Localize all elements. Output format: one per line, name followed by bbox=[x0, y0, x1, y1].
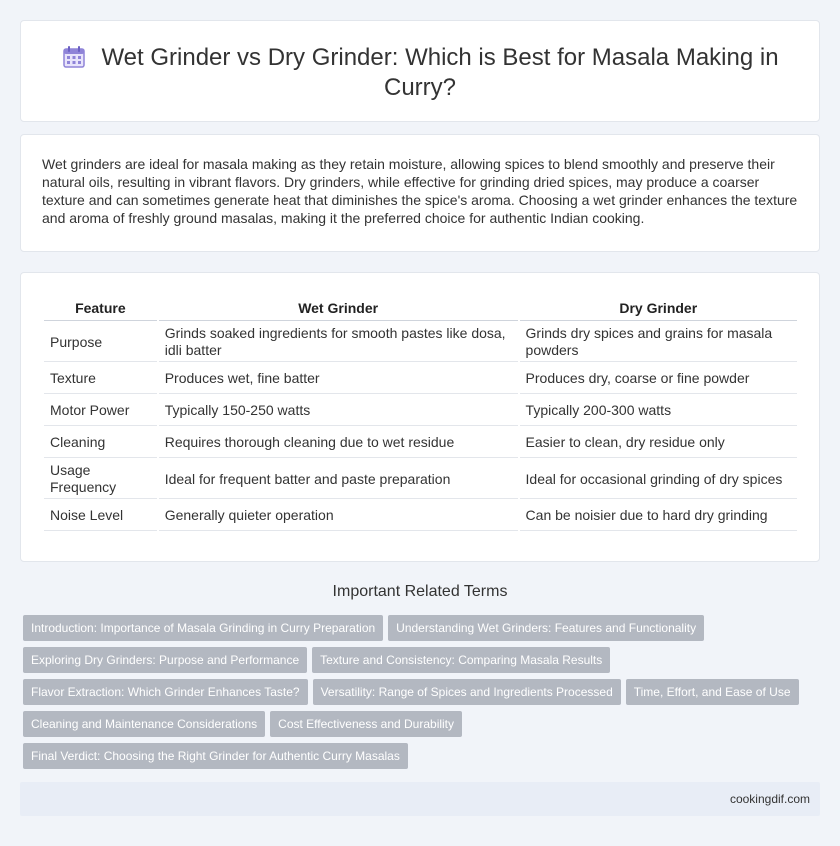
table-cell: Generally quieter operation bbox=[159, 501, 518, 531]
table-cell: Requires thorough cleaning due to wet residue bbox=[159, 428, 518, 458]
related-term-tag[interactable]: Final Verdict: Choosing the Right Grinder for Authentic Curry Masalas bbox=[23, 743, 408, 769]
related-terms-heading: Important Related Terms bbox=[332, 583, 508, 600]
table-cell: Ideal for occasional grinding of dry spices bbox=[520, 460, 797, 499]
related-term-tag[interactable]: Understanding Wet Grinders: Features and Functionality bbox=[388, 615, 704, 641]
related-term-tag[interactable]: Introduction: Importance of Masala Grinding in Curry Preparation bbox=[23, 615, 383, 641]
table-cell: Grinds dry spices and grains for masala powders bbox=[520, 323, 797, 362]
tag-row bbox=[23, 647, 615, 673]
tag-row bbox=[23, 615, 709, 641]
table-cell: Usage Frequency bbox=[44, 460, 157, 499]
calendar-icon bbox=[61, 44, 87, 70]
table-cell: Typically 200-300 watts bbox=[520, 396, 797, 426]
intro-paragraph: Wet grinders are ideal for masala making as they retain moisture, allowing spices to blend smoothly and preserve their natural oils, resulting in vibrant flavors. Dry grinders, while effective for grinding dried spices, may produce a coarser texture and can sometimes generate heat that diminishes the spice's aroma. Choosing a wet grinder enhances the texture and aroma of freshly ground masalas, making it the preferred choice for authentic Indian cooking. bbox=[42, 156, 798, 226]
table-row bbox=[44, 501, 797, 531]
table-cell: Motor Power bbox=[44, 396, 157, 426]
table-row bbox=[44, 460, 797, 499]
related-term-tag[interactable]: Flavor Extraction: Which Grinder Enhances Taste? bbox=[23, 679, 308, 705]
table-cell: Noise Level bbox=[44, 501, 157, 531]
title-card bbox=[20, 20, 820, 122]
table-row bbox=[44, 396, 797, 426]
related-term-tag[interactable]: Exploring Dry Grinders: Purpose and Performance bbox=[23, 647, 307, 673]
footer-site-link[interactable]: cookingdif.com bbox=[729, 792, 810, 806]
comparison-table-card bbox=[20, 272, 820, 562]
table-cell: Typically 150-250 watts bbox=[159, 396, 518, 426]
related-term-tag[interactable]: Texture and Consistency: Comparing Masala Results bbox=[312, 647, 610, 673]
table-cell: Purpose bbox=[44, 323, 157, 362]
table-cell: Grinds soaked ingredients for smooth pastes like dosa, idli batter bbox=[159, 323, 518, 362]
table-cell: Easier to clean, dry residue only bbox=[520, 428, 797, 458]
comparison-table bbox=[42, 294, 799, 533]
table-cell: Ideal for frequent batter and paste preparation bbox=[159, 460, 518, 499]
related-term-tag[interactable]: Time, Effort, and Ease of Use bbox=[626, 679, 799, 705]
footer bbox=[20, 782, 820, 816]
related-term-tag[interactable]: Cleaning and Maintenance Considerations bbox=[23, 711, 265, 737]
intro-card bbox=[20, 134, 820, 252]
page-title bbox=[61, 43, 779, 103]
header-wet-grinder: Wet Grinder bbox=[159, 296, 518, 321]
table-row bbox=[44, 323, 797, 362]
table-header-row bbox=[44, 296, 797, 321]
tag-row bbox=[23, 679, 804, 705]
table-row bbox=[44, 364, 797, 394]
page-title-text: Wet Grinder vs Dry Grinder: Which is Best for Masala Making in Curry? bbox=[101, 44, 779, 101]
table-cell: Cleaning bbox=[44, 428, 157, 458]
table-cell: Can be noisier due to hard dry grinding bbox=[520, 501, 797, 531]
table-cell: Produces wet, fine batter bbox=[159, 364, 518, 394]
table-row bbox=[44, 428, 797, 458]
tag-row bbox=[23, 711, 467, 737]
title-wrap bbox=[61, 43, 779, 103]
table-cell: Produces dry, coarse or fine powder bbox=[520, 364, 797, 394]
related-term-tag[interactable]: Versatility: Range of Spices and Ingredients Processed bbox=[313, 679, 621, 705]
tag-row bbox=[23, 743, 413, 769]
header-dry-grinder: Dry Grinder bbox=[520, 296, 797, 321]
table-cell: Texture bbox=[44, 364, 157, 394]
related-term-tag[interactable]: Cost Effectiveness and Durability bbox=[270, 711, 462, 737]
header-feature: Feature bbox=[44, 296, 157, 321]
